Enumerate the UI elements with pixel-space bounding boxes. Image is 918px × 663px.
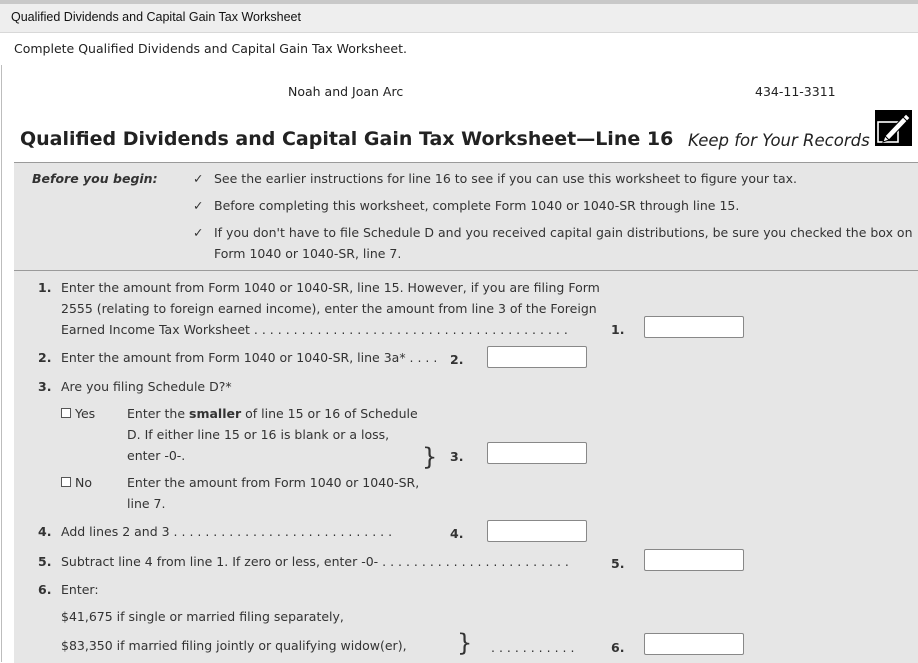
taxpayer-names: Noah and Joan Arc [288, 84, 404, 99]
no-checkbox[interactable] [61, 477, 71, 487]
yes-checkbox[interactable] [61, 408, 71, 418]
line-4-input[interactable] [487, 520, 587, 542]
section-divider [14, 270, 918, 271]
pencil-icon [875, 110, 912, 146]
line-1-input[interactable] [644, 316, 744, 338]
yes-label: Yes [75, 406, 96, 421]
line-2-input[interactable] [487, 346, 587, 368]
brace: } [457, 629, 473, 657]
line-6-input[interactable] [644, 633, 744, 655]
line-1-text: Earned Income Tax Worksheet . . . . . . . . . . . . . . . . . . . . . . . . . . . . . . . . . . . . . . . . [61, 322, 568, 337]
worksheet-title: Qualified Dividends and Capital Gain Tax Worksheet—Line 16 [20, 128, 674, 150]
check-icon: ✓ [193, 198, 204, 213]
line-3-number: 3. [38, 379, 52, 394]
line-3-text: Are you filing Schedule D?* [61, 379, 232, 394]
line-6-option-1: $41,675 if single or married filing separately, [61, 609, 344, 624]
yes-text: enter -0-. [127, 448, 186, 463]
yes-text: D. If either line 15 or 16 is blank or a loss, [127, 427, 390, 442]
no-option[interactable] [61, 475, 92, 490]
line-5-input[interactable] [644, 549, 744, 571]
line-5-text: Subtract line 4 from line 1. If zero or less, enter -0- . . . . . . . . . . . . . . . . . . . . . . . . [61, 554, 569, 569]
window-titlebar [0, 0, 918, 33]
check-item-3-cont: Form 1040 or 1040-SR, line 7. [214, 246, 402, 261]
line-4-ref: 4. [450, 526, 464, 541]
brace: } [422, 443, 438, 471]
yes-option[interactable] [61, 406, 95, 421]
line-5-number: 5. [38, 554, 52, 569]
line-6-dots: . . . . . . . . . . . [491, 640, 575, 655]
window-title: Qualified Dividends and Capital Gain Tax Worksheet [11, 10, 301, 24]
check-item-1: See the earlier instructions for line 16 to see if you can use this worksheet to figure your tax. [214, 171, 797, 186]
line-4-text: Add lines 2 and 3 . . . . . . . . . . . . . . . . . . . . . . . . . . . . [61, 524, 393, 539]
instruction-text: Complete Qualified Dividends and Capital Gain Tax Worksheet. [14, 41, 407, 56]
check-icon: ✓ [193, 225, 204, 240]
line-2-number: 2. [38, 350, 52, 365]
line-2-ref: 2. [450, 352, 464, 367]
line-1-text: Enter the amount from Form 1040 or 1040-SR, line 15. However, if you are filing Form [61, 280, 600, 295]
line-1-ref: 1. [611, 322, 625, 337]
line-2-text: Enter the amount from Form 1040 or 1040-SR, line 3a* . . . . [61, 350, 438, 365]
line-4-number: 4. [38, 524, 52, 539]
check-item-2: Before completing this worksheet, complete Form 1040 or 1040-SR through line 15. [214, 198, 740, 213]
taxpayer-ssn: 434-11-3311 [755, 84, 836, 99]
line-6-number: 6. [38, 582, 52, 597]
check-item-3: If you don't have to file Schedule D and you received capital gain distributions, be sure you checked the box on [214, 225, 913, 240]
no-text: line 7. [127, 496, 166, 511]
before-you-begin-label: Before you begin: [32, 171, 158, 186]
check-icon: ✓ [193, 171, 204, 186]
no-text: Enter the amount from Form 1040 or 1040-SR, [127, 475, 420, 490]
line-6-ref: 6. [611, 640, 625, 655]
line-1-number: 1. [38, 280, 52, 295]
line-3-ref: 3. [450, 449, 464, 464]
no-label: No [75, 475, 92, 490]
line-3-input[interactable] [487, 442, 587, 464]
keep-records-label: Keep for Your Records [688, 131, 870, 150]
line-6-option-2: $83,350 if married filing jointly or qualifying widow(er), [61, 638, 407, 653]
line-5-ref: 5. [611, 556, 625, 571]
line-6-text: Enter: [61, 582, 99, 597]
yes-text: Enter the smaller of line 15 or 16 of Schedule [127, 406, 418, 421]
line-1-text: 2555 (relating to foreign earned income), enter the amount from line 3 of the Foreign [61, 301, 597, 316]
